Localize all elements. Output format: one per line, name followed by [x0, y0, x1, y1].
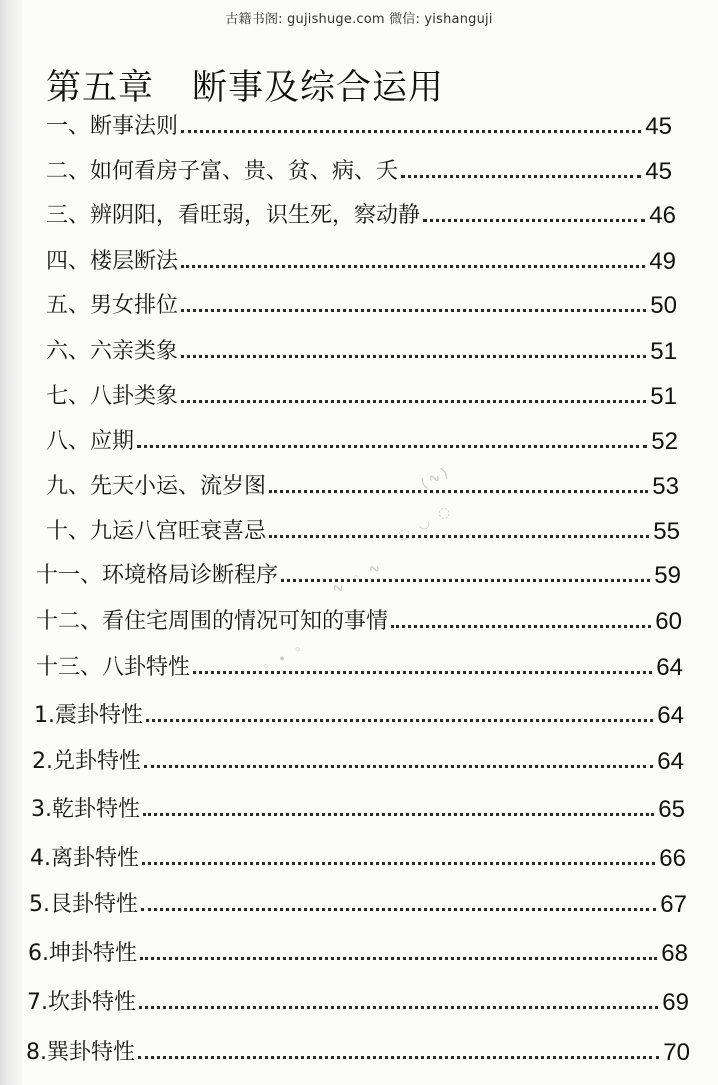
toc-entry-page-number: 45	[645, 113, 672, 140]
toc-leader-dots	[401, 175, 641, 178]
toc-entry-page-number: 51	[650, 383, 677, 410]
toc-entry-page-number: 67	[660, 891, 687, 918]
toc-entry-label: 七、八卦类象	[46, 384, 179, 409]
toc-entry-label: 五、男女排位	[46, 293, 179, 318]
faded-stamp-mark: ◌ ◡ ◌	[394, 501, 456, 545]
toc-leader-dots	[281, 579, 650, 582]
toc-entry-label: 十、九运八宫旺衰喜忌	[46, 519, 267, 544]
toc-entry-page-number: 53	[652, 473, 679, 500]
toc-leader-dots	[141, 908, 656, 911]
toc-entry	[46, 287, 677, 321]
toc-entry	[36, 649, 683, 683]
chapter-name: 断事及综合运用	[192, 68, 445, 108]
toc-entry-label: 6.坤卦特性	[28, 941, 137, 966]
toc-entry-label: 1.震卦特性	[34, 703, 143, 728]
toc-leader-dots	[423, 219, 645, 222]
toc-entry-page-number: 64	[657, 748, 684, 775]
toc-entry-label: 7.坎卦特性	[27, 990, 136, 1015]
toc-leader-dots	[181, 130, 641, 133]
toc-entry	[28, 935, 688, 969]
toc-leader-dots	[181, 309, 646, 312]
toc-entry-page-number: 68	[661, 940, 688, 967]
faded-stamp-mark: ⟨∿⟩	[418, 463, 454, 493]
chapter-number: 第五章	[46, 68, 155, 108]
toc-entry	[31, 791, 685, 825]
toc-entry	[46, 197, 676, 231]
toc-entry	[46, 333, 677, 367]
toc-entry	[36, 557, 681, 591]
toc-entry-page-number: 46	[649, 202, 676, 229]
toc-entry-page-number: 52	[651, 428, 678, 455]
toc-entry	[46, 423, 678, 457]
toc-entry-page-number: 65	[658, 796, 685, 823]
toc-entry	[32, 743, 684, 777]
toc-entry-page-number: 64	[656, 654, 683, 681]
toc-entry-label: 八、应期	[46, 429, 135, 454]
toc-leader-dots	[140, 957, 657, 960]
toc-entry-page-number: 64	[657, 702, 684, 729]
toc-entry-label: 十二、看住宅周围的情况可知的事情	[36, 609, 389, 634]
toc-leader-dots	[138, 1056, 659, 1059]
toc-entry	[30, 840, 686, 874]
toc-entry	[27, 984, 689, 1018]
toc-entry	[46, 153, 672, 187]
toc-entry-label: 十三、八卦特性	[36, 655, 191, 680]
toc-entry-page-number: 49	[649, 248, 676, 275]
toc-leader-dots	[391, 625, 651, 628]
toc-leader-dots	[269, 490, 648, 493]
watermark-text: 古籍书阁: gujishuge.com 微信: yishanguji	[225, 12, 493, 27]
toc-entry-page-number: 70	[663, 1039, 690, 1066]
toc-entry	[46, 108, 672, 142]
toc-leader-dots	[181, 355, 646, 358]
toc-entry-label: 六、六亲类象	[46, 339, 179, 364]
toc-entry	[26, 1034, 690, 1068]
toc-entry-page-number: 51	[650, 338, 677, 365]
faded-stamp-mark: ∿ ◦ ∿	[329, 557, 387, 599]
toc-leader-dots	[137, 445, 647, 448]
toc-entry-label: 8.巽卦特性	[26, 1040, 135, 1065]
toc-entry	[46, 378, 677, 412]
toc-leader-dots	[181, 400, 646, 403]
toc-leader-dots	[181, 265, 645, 268]
toc-entry-label: 三、辨阴阳，看旺弱，识生死，察动静	[46, 203, 421, 228]
toc-entry-page-number: 66	[659, 845, 686, 872]
toc-entry-label: 2.兑卦特性	[32, 749, 141, 774]
toc-leader-dots	[139, 1006, 658, 1009]
toc-leader-dots	[146, 719, 653, 722]
toc-entry	[29, 886, 687, 920]
toc-entry	[46, 243, 676, 277]
toc-entry	[46, 513, 680, 547]
toc-leader-dots	[143, 813, 654, 816]
toc-leader-dots	[142, 862, 655, 865]
toc-leader-dots	[144, 765, 653, 768]
toc-entry-label: 四、楼层断法	[46, 249, 179, 274]
toc-entry	[34, 697, 684, 731]
toc-entry-label: 二、如何看房子富、贵、贫、病、夭	[46, 159, 399, 184]
toc-entry	[36, 603, 682, 637]
toc-entry-label: 十一、环境格局诊断程序	[36, 563, 279, 588]
toc-entry-page-number: 50	[650, 292, 677, 319]
toc-entry-page-number: 45	[645, 158, 672, 185]
toc-entry-label: 九、先天小运、流岁图	[46, 474, 267, 499]
toc-entry-page-number: 69	[662, 989, 689, 1016]
toc-entry-page-number: 55	[653, 518, 680, 545]
toc-entry-label: 3.乾卦特性	[31, 797, 140, 822]
toc-entry-label: 一、断事法则	[46, 114, 179, 139]
toc-leader-dots	[269, 535, 649, 538]
toc-entry-page-number: 59	[654, 562, 681, 589]
toc-entry	[46, 468, 679, 502]
toc-entry-label: 5.艮卦特性	[29, 892, 138, 917]
toc-leader-dots	[193, 671, 652, 674]
toc-entry-label: 4.离卦特性	[30, 846, 139, 871]
faded-stamp-mark: ◦ ∙ ◦	[259, 639, 309, 677]
toc-entry-page-number: 60	[655, 608, 682, 635]
